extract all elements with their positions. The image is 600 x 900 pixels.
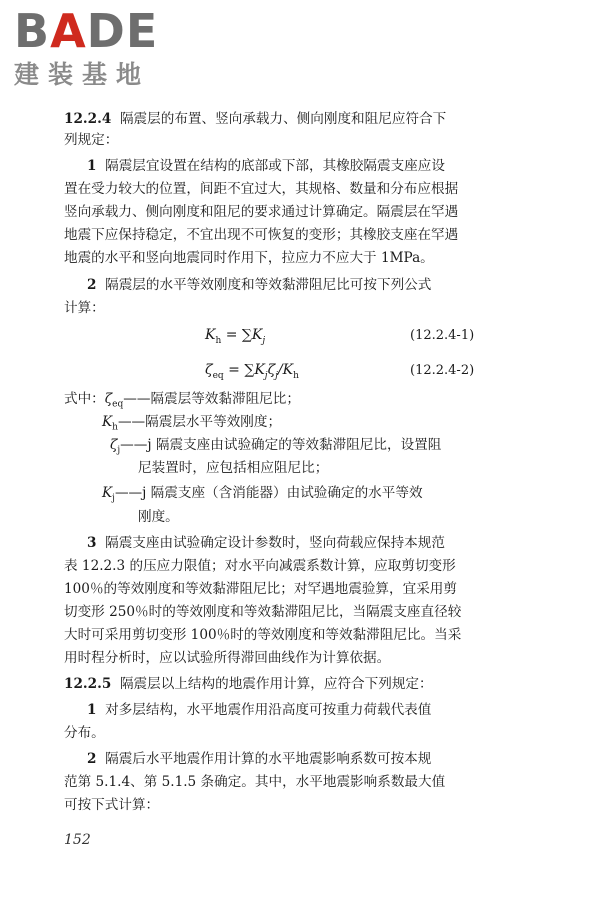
logo-subtitle: 建装基地 — [14, 60, 151, 89]
section-heading: 12.2.5 隔震层以上结构的地震作用计算，应符合下列规定： — [64, 676, 433, 692]
paragraph-line: 表 12.2.3 的压应力限值；对水平向减震系数计算，应取剪切变形 — [64, 558, 456, 574]
page-number: 152 — [64, 832, 91, 848]
section-heading-cont: 列规定： — [64, 132, 119, 148]
paragraph-line: 计算： — [64, 300, 105, 316]
definition-item: $K_j——j$ 隔震支座（含消能器）由试验确定的水平等效 — [102, 485, 423, 504]
section-heading: 12.2.4 隔震层的布置、竖向承载力、侧向刚度和阻尼应符合下 — [64, 111, 447, 127]
paragraph-line: 地震下应保持稳定，不宜出现不可恢复的变形；其橡胶支座在罕遇 — [64, 227, 459, 243]
paragraph-line: 范第 5.1.4、第 5.1.5 条确定。其中，水平地震影响系数最大值 — [64, 774, 446, 790]
paragraph-line: 3 隔震支座由试验确定设计参数时，竖向荷载应保持本规范 — [87, 535, 445, 551]
brand-logo — [14, 6, 184, 90]
definition-item-cont: 尼装置时，应包括相应阻尼比； — [138, 460, 329, 476]
paragraph-line: 1 对多层结构，水平地震作用沿高度可按重力荷载代表值 — [87, 702, 432, 718]
paragraph-line: 地震的水平和竖向地震同时作用下，拉应力不应大于 1MPa。 — [64, 250, 434, 266]
paragraph-line: 用时程分析时，应以试验所得滞回曲线作为计算依据。 — [64, 650, 391, 666]
paragraph-line: 置在受力较大的位置，间距不宜过大，其规格、数量和分布应根据 — [64, 181, 459, 197]
definition-item: $\zeta_j——j$ 隔震支座由试验确定的等效黏滞阻尼比，设置阻 — [110, 437, 442, 456]
definition-item-cont: 刚度。 — [138, 509, 179, 525]
logo-wordmark: BADE — [14, 4, 159, 58]
paragraph-line: 分布。 — [64, 725, 105, 741]
paragraph-line: 切变形 250％时的等效刚度和等效黏滞阻尼比，当隔震支座直径较 — [64, 604, 462, 620]
paragraph-line: 可按下式计算： — [64, 797, 160, 813]
equation: $K_h = \sum K_j$ — [205, 327, 266, 346]
equation-number: (12.2.4-2) — [410, 363, 475, 378]
equation: $\zeta_{eq} = \sum K_j\zeta_j/K_h$ — [205, 362, 299, 381]
paragraph-line: 2 隔震后水平地震作用计算的水平地震影响系数可按本规 — [87, 751, 432, 767]
paragraph-line: 100％的等效刚度和等效黏滞阻尼比；对罕遇地震验算，宜采用剪 — [64, 581, 457, 597]
paragraph-line: 1 隔震层宜设置在结构的底部或下部，其橡胶隔震支座应设 — [87, 158, 445, 174]
paragraph-line: 大时可采用剪切变形 100％时的等效刚度和等效黏滞阻尼比。当采 — [64, 627, 462, 643]
equation-number: (12.2.4-1) — [410, 328, 475, 343]
paragraph-line: 2 隔震层的水平等效刚度和等效黏滞阻尼比可按下列公式 — [87, 277, 432, 293]
paragraph-line: 竖向承载力、侧向刚度和阻尼的要求通过计算确定。隔震层在罕遇 — [64, 204, 459, 220]
definition-item: 式中：$\zeta_{eq}——$隔震层等效黏滞阻尼比； — [64, 391, 300, 410]
definition-item: $K_h——$隔震层水平等效刚度； — [102, 414, 282, 433]
